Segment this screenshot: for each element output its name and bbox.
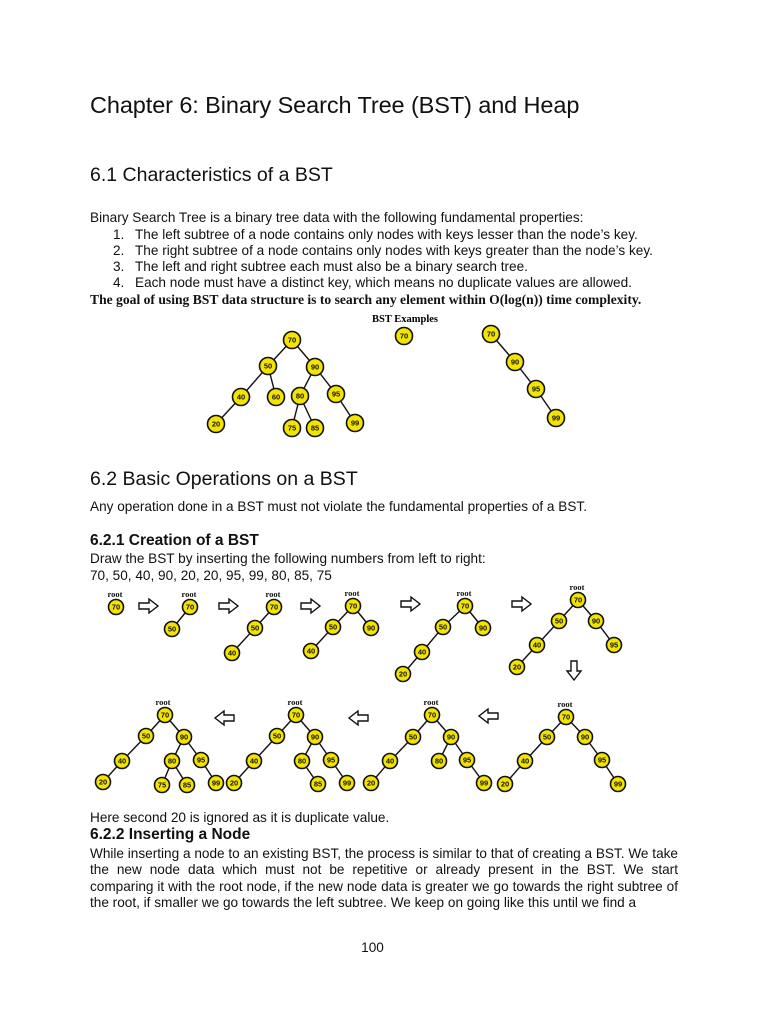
property-number: 4. <box>113 275 125 290</box>
tree-node <box>267 600 282 615</box>
node-key: 90 <box>478 623 488 633</box>
node-key: 90 <box>366 623 376 633</box>
tree-node <box>247 754 262 769</box>
node-key: 70 <box>427 710 437 720</box>
node-key: 20 <box>98 777 108 787</box>
node-key: 50 <box>554 616 564 626</box>
node-key: 90 <box>591 616 601 626</box>
node-key: 70 <box>460 601 470 611</box>
bst-examples-figure <box>0 308 768 444</box>
figure-title: BST Examples <box>371 314 439 325</box>
svg-text:85: 85 <box>310 423 320 433</box>
svg-text:90: 90 <box>510 357 520 367</box>
node-key: 95 <box>326 755 336 765</box>
creation-instruction: Draw the BST by inserting the following numbers from left to right: <box>90 551 486 566</box>
tree-node <box>571 593 586 608</box>
section-6-2-1-heading: 6.2.1 Creation of a BST <box>90 532 259 549</box>
goal-statement: The goal of using BST data structure is to search any element within O(log(n)) time complexity. <box>90 292 642 307</box>
node-key: 80 <box>167 756 177 766</box>
tree-node <box>548 410 565 427</box>
svg-text:95: 95 <box>331 389 341 399</box>
property-item-3 <box>113 259 528 275</box>
tree-node <box>289 708 304 723</box>
property-text: The right subtree of a node contains only nodes with keys greater than the node’s key. <box>135 243 653 258</box>
tree-node <box>540 730 555 745</box>
tree-node <box>155 778 170 793</box>
node-key: 50 <box>167 624 177 634</box>
tree-node <box>109 600 124 615</box>
property-number: 2. <box>113 243 125 258</box>
section-6-1-intro: Binary Search Tree is a binary tree data with the following fundamental properties: <box>90 210 584 225</box>
right-arrow-icon <box>301 599 320 613</box>
node-key: 40 <box>306 646 316 656</box>
tree-node <box>115 754 130 769</box>
root-label: root <box>181 589 197 599</box>
tree-c-edges <box>491 334 556 418</box>
tree-node <box>260 358 277 375</box>
tree-node <box>476 621 491 636</box>
node-key: 40 <box>249 756 259 766</box>
left-arrow-icon <box>479 709 498 723</box>
tree-node <box>396 328 413 345</box>
property-item-2 <box>113 243 653 259</box>
node-key: 99 <box>479 778 489 788</box>
tree-node <box>444 730 459 745</box>
node-key: 85 <box>182 780 192 790</box>
node-key: 50 <box>141 731 151 741</box>
property-text: Each node must have a distinct key, which means no duplicate values are allowed. <box>135 275 632 290</box>
node-key: 40 <box>385 756 395 766</box>
tree-node <box>589 614 604 629</box>
tree-node <box>208 416 225 433</box>
section-6-2-2-heading: 6.2.2 Inserting a Node <box>90 826 251 843</box>
svg-text:95: 95 <box>531 384 541 394</box>
node-key: 50 <box>542 732 552 742</box>
tree-node <box>507 354 524 371</box>
node-key: 20 <box>512 662 522 672</box>
tree-node <box>607 638 622 653</box>
tree-node <box>346 599 361 614</box>
tree-node <box>383 754 398 769</box>
tree-node <box>396 667 411 682</box>
property-item-4 <box>113 275 632 291</box>
tree-node <box>194 753 209 768</box>
node-key: 90 <box>179 732 189 742</box>
tree-node <box>139 729 154 744</box>
tree-node <box>227 776 242 791</box>
tree-node <box>595 753 610 768</box>
svg-text:70: 70 <box>399 331 409 341</box>
tree-node <box>510 660 525 675</box>
node-key: 99 <box>342 778 352 788</box>
tree-node <box>528 381 545 398</box>
tree-node <box>177 730 192 745</box>
svg-text:60: 60 <box>271 392 281 402</box>
node-key: 70 <box>291 710 301 720</box>
bst-creation-figure <box>0 582 768 806</box>
tree-node <box>477 776 492 791</box>
node-key: 99 <box>613 779 623 789</box>
node-key: 80 <box>297 756 307 766</box>
svg-text:40: 40 <box>236 392 246 402</box>
property-text: The left and right subtree each must also be a binary search tree. <box>135 259 528 274</box>
tree-node <box>209 776 224 791</box>
node-key: 50 <box>328 622 338 632</box>
tree-node <box>96 775 111 790</box>
tree-node <box>284 420 301 437</box>
node-key: 70 <box>573 595 583 605</box>
property-item-1 <box>113 227 638 243</box>
chapter-title: Chapter 6: Binary Search Tree (BST) and Heap <box>90 92 580 118</box>
root-label: root <box>265 589 281 599</box>
node-key: 99 <box>211 778 221 788</box>
tree-node <box>270 729 285 744</box>
tree-node <box>295 754 310 769</box>
root-label: root <box>569 582 585 592</box>
node-key: 70 <box>160 710 170 720</box>
svg-text:70: 70 <box>287 335 297 345</box>
tree-node <box>233 389 250 406</box>
tree-node <box>304 644 319 659</box>
insertion-sequence: 70, 50, 40, 90, 20, 20, 95, 99, 80, 85, 75 <box>90 568 332 583</box>
right-arrow-icon <box>401 597 420 611</box>
node-key: 95 <box>462 755 472 765</box>
right-arrow-icon <box>512 597 531 611</box>
tree-node <box>340 776 355 791</box>
node-key: 40 <box>520 756 530 766</box>
node-key: 20 <box>366 778 376 788</box>
right-arrow-icon <box>139 599 158 613</box>
node-key: 40 <box>227 648 237 658</box>
tree-node <box>483 326 500 343</box>
tree-node <box>347 415 364 432</box>
tree-node <box>165 622 180 637</box>
node-key: 95 <box>597 755 607 765</box>
root-label: root <box>423 697 439 707</box>
page-number: 100 <box>361 940 384 955</box>
node-key: 80 <box>434 756 444 766</box>
tree-node <box>328 386 345 403</box>
root-label: root <box>344 588 360 598</box>
tree-node <box>284 332 301 349</box>
root-label: root <box>557 699 573 709</box>
tree-node <box>425 708 440 723</box>
tree-node <box>364 776 379 791</box>
tree-node <box>460 753 475 768</box>
tree-node <box>307 420 324 437</box>
node-key: 40 <box>532 640 542 650</box>
root-label: root <box>107 589 123 599</box>
node-key: 50 <box>438 622 448 632</box>
node-key: 20 <box>229 778 239 788</box>
tree-node <box>183 600 198 615</box>
root-label: root <box>456 588 472 598</box>
svg-text:90: 90 <box>310 362 320 372</box>
tree-node <box>326 620 341 635</box>
tree-node <box>552 614 567 629</box>
property-number: 3. <box>113 259 125 274</box>
property-text: The left subtree of a node contains only nodes with keys lesser than the node’s key. <box>135 227 638 242</box>
tree-node <box>311 777 326 792</box>
tree-node <box>180 778 195 793</box>
tree-c-nodes <box>483 326 565 427</box>
node-key: 50 <box>272 731 282 741</box>
tree-node <box>458 599 473 614</box>
svg-text:75: 75 <box>287 423 297 433</box>
svg-text:70: 70 <box>486 329 496 339</box>
tree-node <box>406 730 421 745</box>
svg-text:80: 80 <box>295 391 305 401</box>
tree-node <box>578 730 593 745</box>
tree-node <box>530 638 545 653</box>
node-key: 20 <box>500 779 510 789</box>
tree-node <box>436 620 451 635</box>
left-arrow-icon <box>215 711 234 725</box>
tree-b-nodes <box>396 328 413 345</box>
node-key: 20 <box>398 669 408 679</box>
section-6-1-heading: 6.1 Characteristics of a BST <box>90 164 333 186</box>
tree-node <box>292 388 309 405</box>
section-6-2-intro: Any operation done in a BST must not violate the fundamental properties of a BST. <box>90 499 587 514</box>
tree-node <box>307 359 324 376</box>
node-key: 70 <box>561 712 571 722</box>
node-key: 70 <box>348 601 358 611</box>
tree-node <box>432 754 447 769</box>
node-key: 90 <box>446 732 456 742</box>
creation-edges <box>103 600 618 785</box>
node-key: 40 <box>417 647 427 657</box>
tree-node <box>158 708 173 723</box>
section-6-2-heading: 6.2 Basic Operations on a BST <box>90 468 358 490</box>
svg-text:50: 50 <box>263 361 273 371</box>
tree-node <box>559 710 574 725</box>
tree-node <box>364 621 379 636</box>
property-number: 1. <box>113 227 125 242</box>
node-key: 95 <box>196 755 206 765</box>
down-arrow-icon <box>567 661 581 680</box>
node-key: 50 <box>250 623 260 633</box>
tree-node <box>248 621 263 636</box>
node-key: 85 <box>313 779 323 789</box>
tree-a-edges <box>216 340 355 428</box>
node-key: 70 <box>111 602 121 612</box>
tree-node <box>518 754 533 769</box>
node-key: 40 <box>117 756 127 766</box>
tree-node <box>225 646 240 661</box>
svg-text:99: 99 <box>350 418 360 428</box>
inserting-node-paragraph: While inserting a node to an existing BST, the process is similar to that of creating a BST. We take the new node data which must not be repetitive or already present in the BST. We start comparing it with the root node, if the new node data is greater we go towards the right subtree of the root, if smaller we go towards the left subtree. We keep on going like this until we find a <box>90 846 678 910</box>
tree-node <box>611 777 626 792</box>
left-arrow-icon <box>349 711 368 725</box>
svg-text:99: 99 <box>551 413 561 423</box>
creation-nodes <box>96 593 626 793</box>
tree-node <box>268 389 285 406</box>
duplicate-note: Here second 20 is ignored as it is duplicate value. <box>90 810 390 825</box>
root-label: root <box>155 697 171 707</box>
tree-node <box>308 730 323 745</box>
node-key: 70 <box>269 602 279 612</box>
tree-node <box>324 753 339 768</box>
node-key: 70 <box>185 602 195 612</box>
tree-node <box>165 754 180 769</box>
node-key: 90 <box>310 732 320 742</box>
tree-node <box>415 645 430 660</box>
node-key: 75 <box>157 780 167 790</box>
node-key: 50 <box>408 732 418 742</box>
svg-text:20: 20 <box>211 419 221 429</box>
tree-node <box>498 777 513 792</box>
node-key: 90 <box>580 732 590 742</box>
root-label: root <box>287 697 303 707</box>
node-key: 95 <box>609 640 619 650</box>
right-arrow-icon <box>219 599 238 613</box>
